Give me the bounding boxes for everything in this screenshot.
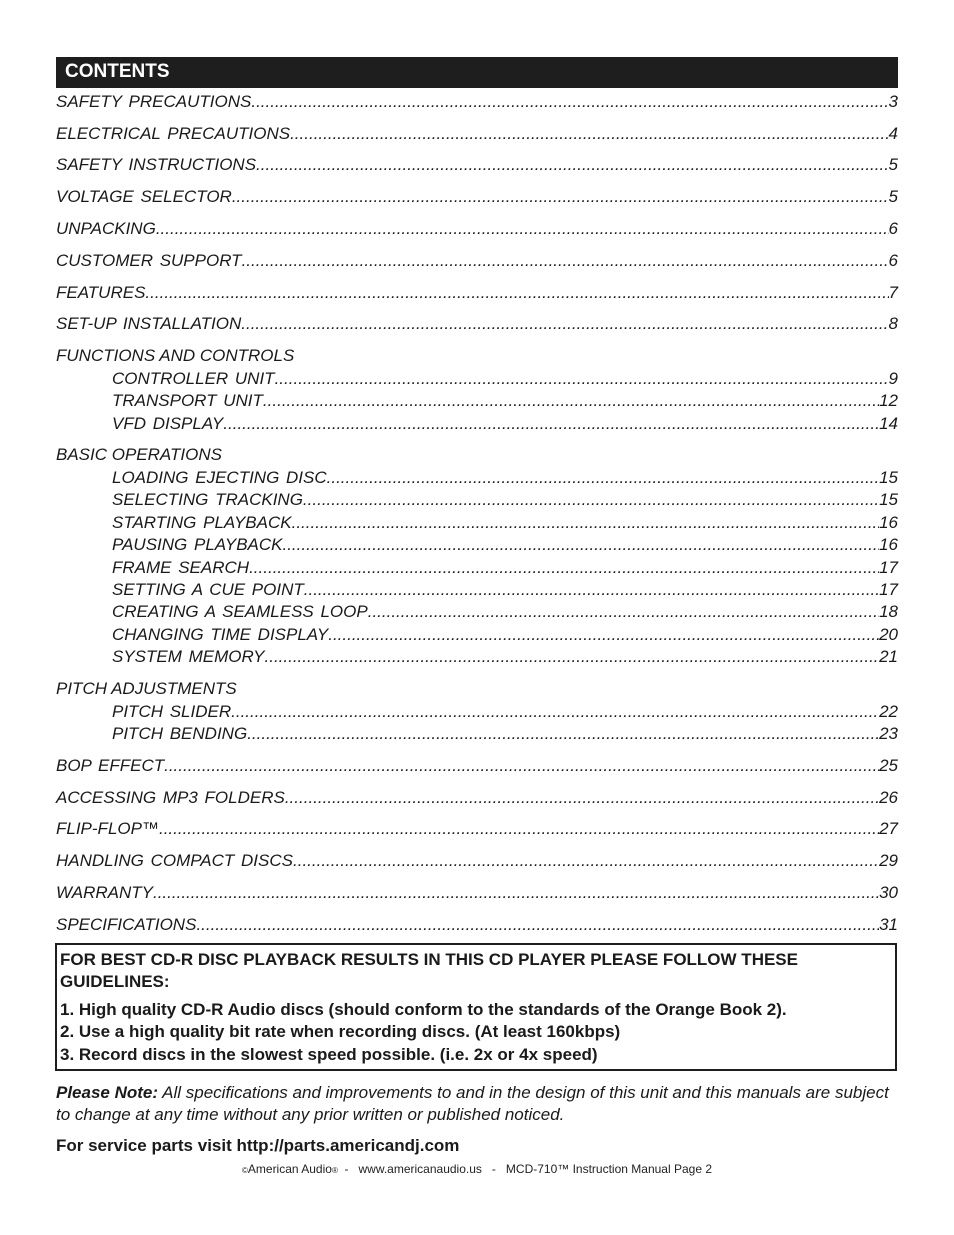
toc-entry[interactable]: SAFETY PRECAUTIONS ..... 3 bbox=[56, 92, 898, 112]
toc-entry[interactable]: SPECIFICATIONS ..... 31 bbox=[56, 915, 898, 935]
toc-subentry[interactable]: SETTING A CUE POINT ..... 17 bbox=[112, 580, 898, 600]
toc-entry[interactable]: CUSTOMER SUPPORT ..... 6 bbox=[56, 251, 898, 271]
guideline-item: 2. Use a high quality bit rate when recording discs. (At least 160kbps) bbox=[60, 1022, 621, 1041]
toc-entry[interactable]: SAFETY INSTRUCTIONS ..... 5 bbox=[56, 155, 898, 175]
toc-entry[interactable]: FLIP-FLOP™ ..... 27 bbox=[56, 819, 898, 839]
toc-group-title: FUNCTIONS AND CONTROLS bbox=[56, 346, 295, 365]
toc-subentry[interactable]: STARTING PLAYBACK ..... 16 bbox=[112, 513, 898, 533]
page-footer bbox=[0, 1162, 954, 1176]
footer-text: - www.americanaudio.us - MCD-710™ Instruction Manual Page 2 bbox=[337, 1162, 712, 1176]
service-parts-link[interactable]: For service parts visit http://parts.americandj.com bbox=[56, 1136, 460, 1155]
toc-subentry[interactable]: SYSTEM MEMORY ..... 21 bbox=[112, 647, 898, 667]
toc-entry[interactable]: FEATURES ..... 7 bbox=[56, 283, 898, 303]
contents-header bbox=[56, 57, 898, 88]
footer-brand: American Audio bbox=[247, 1162, 332, 1176]
toc-subentry[interactable]: PITCH BENDING ..... 23 bbox=[112, 724, 898, 744]
page-title: CONTENTS bbox=[65, 61, 170, 82]
toc-entry[interactable]: UNPACKING ..... 6 bbox=[56, 219, 898, 239]
registered-mark: ® bbox=[331, 1166, 338, 1175]
toc-subentry[interactable]: TRANSPORT UNIT ..... 12 bbox=[112, 391, 898, 411]
toc-group-title: BASIC OPERATIONS bbox=[56, 445, 222, 464]
toc-subentry[interactable]: PAUSING PLAYBACK ..... 16 bbox=[112, 535, 898, 555]
toc-entry[interactable]: SET-UP INSTALLATION ..... 8 bbox=[56, 314, 898, 334]
copyright-mark: © bbox=[241, 1166, 248, 1175]
toc-entry[interactable]: ACCESSING MP3 FOLDERS ..... 26 bbox=[56, 788, 898, 808]
toc-entry[interactable]: ELECTRICAL PRECAUTIONS ..... 4 bbox=[56, 124, 898, 144]
toc-subentry[interactable]: SELECTING TRACKING ..... 15 bbox=[112, 490, 898, 510]
guidelines-heading: FOR BEST CD-R DISC PLAYBACK RESULTS IN THIS CD PLAYER PLEASE FOLLOW THESE GUIDELINES: bbox=[60, 950, 798, 991]
toc-group-title: PITCH ADJUSTMENTS bbox=[56, 679, 237, 698]
note-text: All specifications and improvements to and in the design of this unit and this manuals are subject to change at any time without any prior written or published noticed. bbox=[56, 1083, 889, 1124]
toc-subentry[interactable]: PITCH SLIDER ..... 22 bbox=[112, 702, 898, 722]
toc-entry[interactable]: WARRANTY ..... 30 bbox=[56, 883, 898, 903]
guidelines-box bbox=[55, 943, 897, 1071]
toc-entry[interactable]: VOLTAGE SELECTOR ..... 5 bbox=[56, 187, 898, 207]
toc-subentry[interactable]: VFD DISPLAY ..... 14 bbox=[112, 414, 898, 434]
toc-subentry[interactable]: LOADING EJECTING DISC ..... 15 bbox=[112, 468, 898, 488]
toc-subentry[interactable]: CREATING A SEAMLESS LOOP ..... 18 bbox=[112, 602, 898, 622]
guideline-item: 1. High quality CD-R Audio discs (should conform to the standards of the Orange Book 2). bbox=[60, 1000, 787, 1019]
toc-subentry[interactable]: CHANGING TIME DISPLAY ..... 20 bbox=[112, 625, 898, 645]
toc-subentry[interactable]: FRAME SEARCH ..... 17 bbox=[112, 558, 898, 578]
toc-entry[interactable]: BOP EFFECT ..... 25 bbox=[56, 756, 898, 776]
note-lead: Please Note: bbox=[56, 1083, 159, 1102]
toc-entry[interactable]: HANDLING COMPACT DISCS ..... 29 bbox=[56, 851, 898, 871]
please-note bbox=[56, 1082, 898, 1126]
toc-subentry[interactable]: CONTROLLER UNIT ..... 9 bbox=[112, 369, 898, 389]
guideline-item: 3. Record discs in the slowest speed possible. (i.e. 2x or 4x speed) bbox=[60, 1045, 598, 1064]
